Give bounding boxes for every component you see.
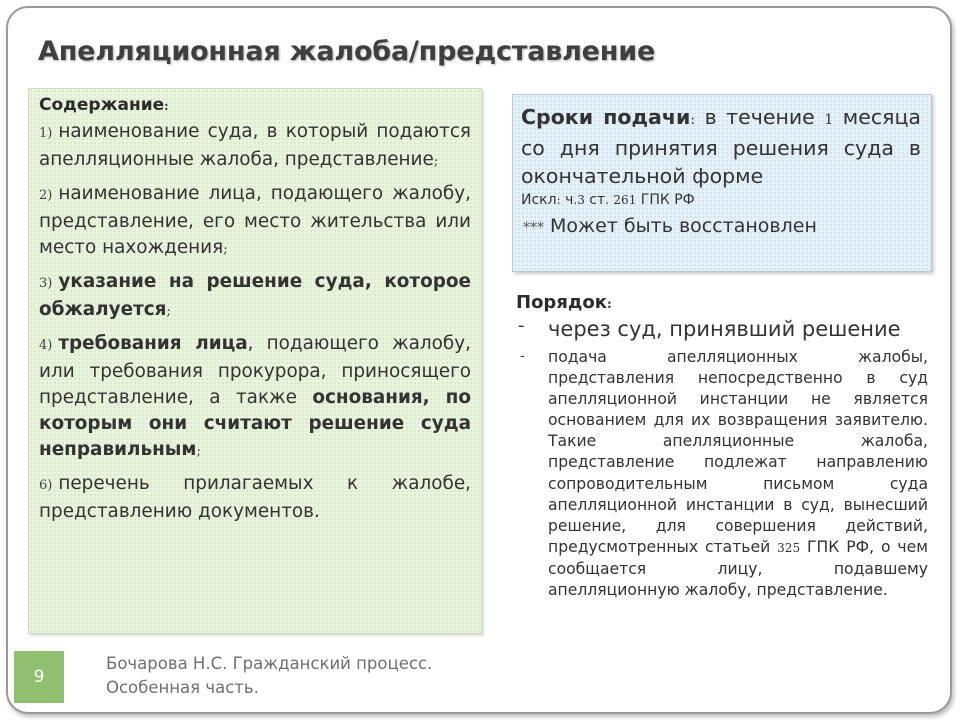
order-bullet-2-number: 325 (777, 540, 801, 555)
footer-line-2: Особенная часть. (106, 678, 259, 697)
deadline-box (512, 94, 932, 272)
content-item (39, 119, 471, 175)
content-item (39, 269, 471, 325)
content-item-text: наименование лица, подающего жалобу, представление, его место жительства или место нахождения (39, 183, 471, 258)
deadline-text (521, 103, 921, 190)
except-code: ГПК РФ (636, 192, 695, 208)
deadline-label: Сроки подачи (521, 105, 691, 129)
order-bullet-2 (516, 347, 928, 601)
order-section (516, 292, 928, 601)
content-item-number: 4) (39, 338, 53, 353)
content-item-text: , подающего жалобу, или требования прокурора, приносящего представление, а также (39, 333, 471, 408)
deadline-text-after: месяца со дня принятия решения суда в окончательной форме (521, 105, 921, 188)
except-dot2: . (605, 193, 609, 207)
content-heading-text: Содержание (39, 95, 165, 115)
content-item-text: перечень прилагаемых к жалобе, представлению документов. (39, 473, 471, 522)
restore-text: Может быть восстановлен (550, 215, 817, 237)
except-part: ч (560, 192, 574, 208)
order-heading-text: Порядок (516, 292, 607, 313)
order-heading-colon: : (607, 297, 612, 312)
deadline-number: 1 (824, 112, 834, 128)
except-st: ст (584, 192, 606, 208)
content-item-text: требования лица (58, 333, 248, 354)
content-item-number: 3) (39, 276, 53, 291)
footer-citation (106, 652, 506, 700)
bullet-dash: - (520, 349, 525, 364)
content-item-text: указание на решение суда, которое обжалуется (39, 271, 471, 320)
content-item-end: ; (223, 242, 228, 257)
order-bullet-2-before: подача апелляционных жалобы, представления непосредственно в суд апелляционной инстанции не является основанием для их возвращения заявителю. Такие апелляционные жалоба, представление подлежат направлению сопроводительным письмом суда апелляционной инстанции в суд, вынесший решение, для совершения действий, предусмотренных статьей (548, 348, 928, 556)
deadline-text-before: в течение (695, 105, 825, 129)
content-heading-colon: : (164, 99, 169, 113)
deadline-colon: : (690, 112, 696, 128)
order-heading (516, 292, 928, 313)
content-item-text: основания, по которым они считают решение суда неправильным (39, 387, 471, 460)
restore-stars: *** (523, 220, 544, 236)
content-item-number: 1) (39, 126, 53, 141)
content-item-number: 6) (39, 478, 53, 493)
content-item (39, 331, 471, 465)
order-bullet-1-text: через суд, принявший решение (548, 317, 901, 341)
except-label: Искл (521, 192, 557, 208)
restore-note (521, 212, 921, 242)
order-bullet-1 (516, 315, 928, 343)
content-item (39, 181, 471, 263)
except-dot: . (573, 193, 578, 207)
page-number: 9 (14, 651, 64, 703)
except-colon: : (556, 193, 561, 207)
order-bullet-2-after: ГПК РФ, о чем сообщается лицу, подавшему апелляционную жалобу, представление. (548, 537, 929, 600)
except-num2: 261 (613, 193, 637, 207)
deadline-exception (521, 190, 921, 210)
content-box (28, 88, 482, 634)
content-list (39, 119, 471, 525)
content-item-end: ; (196, 444, 201, 459)
content-item-end: ; (166, 304, 171, 319)
content-item (39, 471, 471, 525)
content-item-number: 2) (39, 188, 53, 203)
footer-line-1: Бочарова Н.С. Гражданский процесс. (106, 654, 433, 673)
slide-title: Апелляционная жалоба/представление (38, 36, 656, 67)
content-heading (39, 95, 471, 115)
bullet-dash: - (518, 315, 525, 336)
content-item-text: наименование суда, в который подаются апелляционные жалоба, представление (39, 121, 471, 170)
content-item-end: ; (433, 154, 439, 169)
except-num1: 3 (577, 193, 585, 207)
